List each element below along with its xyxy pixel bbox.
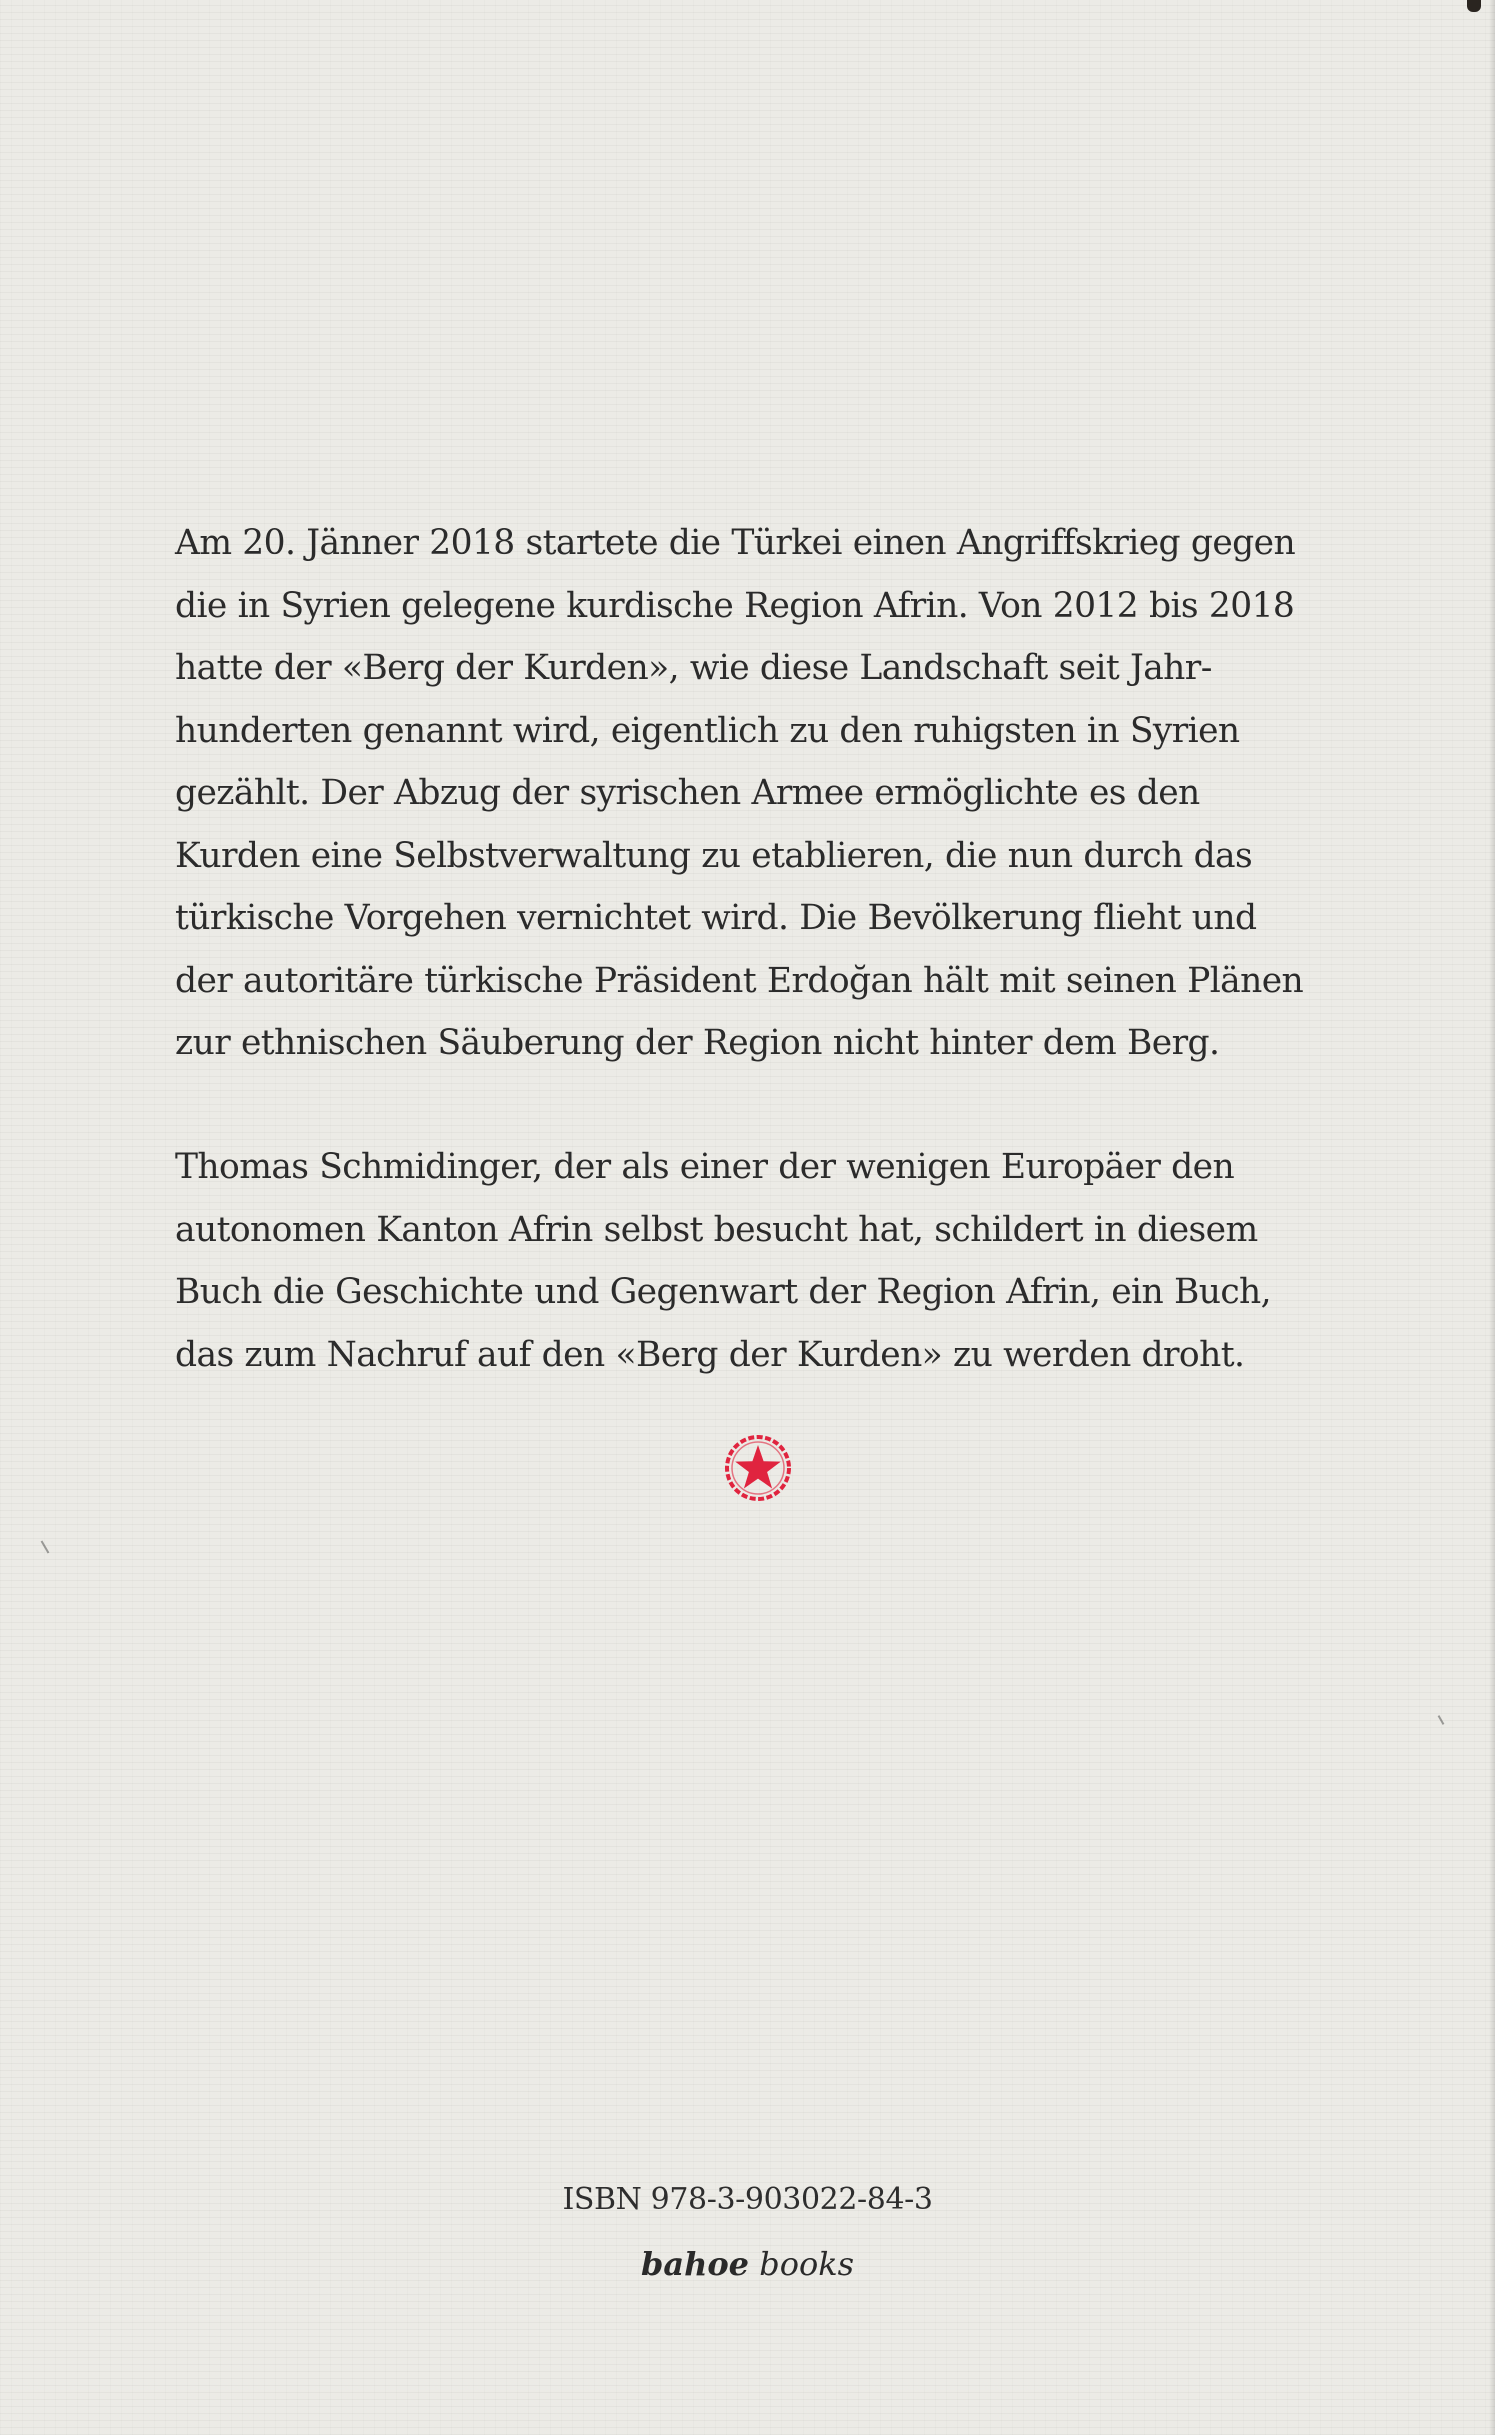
blurb-line: das zum Nachruf auf den «Berg der Kurden» zu werden droht. bbox=[175, 1334, 1245, 1375]
isbn-number: ISBN 978-3-903022-84-3 bbox=[562, 2182, 933, 2217]
paper-scratch-mark bbox=[41, 1540, 50, 1553]
blurb-line: Thomas Schmidinger, der als einer der wenigen Europäer den bbox=[175, 1147, 1235, 1187]
blurb-line: die in Syrien gelegene kurdische Region Afrin. Von 2012 bis 2018 bbox=[175, 585, 1295, 626]
publisher-name-rest: books bbox=[749, 2245, 855, 2283]
blurb-line: der autoritäre türkische Präsident Erdoğan hält mit seinen Plänen bbox=[175, 960, 1304, 1001]
publisher-name bbox=[0, 2245, 1495, 2283]
blurb-line: Am 20. Jänner 2018 startete die Türkei einen Angriffskrieg gegen bbox=[175, 523, 1296, 563]
blurb-line: Kurden eine Selbstverwaltung zu etablieren, die nun durch das bbox=[175, 835, 1253, 876]
blurb-line: gezählt. Der Abzug der syrischen Armee ermöglichte es den bbox=[175, 773, 1200, 813]
blurb-paragraph-1 bbox=[175, 512, 1355, 1075]
corner-binding-mark bbox=[1467, 0, 1481, 12]
blurb-line: türkische Vorgehen vernichtet wird. Die Bevölkerung flieht und bbox=[175, 898, 1257, 938]
blurb-line: hatte der «Berg der Kurden», wie diese Landschaft seit Jahr- bbox=[175, 648, 1212, 688]
paper-scratch-mark bbox=[1438, 1715, 1445, 1725]
blurb-line: autonomen Kanton Afrin selbst besucht hat, schildert in diesem bbox=[175, 1209, 1258, 1250]
star-in-circle-icon bbox=[723, 1433, 793, 1503]
cover-edge-shadow bbox=[1489, 0, 1495, 2435]
publisher-name-bold: bahoe bbox=[640, 2245, 750, 2283]
blurb-line: Buch die Geschichte und Gegenwart der Region Afrin, ein Buch, bbox=[175, 1272, 1272, 1312]
blurb-paragraph-2 bbox=[175, 1136, 1355, 1386]
blurb-line: hunderten genannt wird, eigentlich zu den ruhigsten in Syrien bbox=[175, 710, 1240, 751]
blurb-line: zur ethnischen Säuberung der Region nicht hinter dem Berg. bbox=[175, 1023, 1220, 1063]
